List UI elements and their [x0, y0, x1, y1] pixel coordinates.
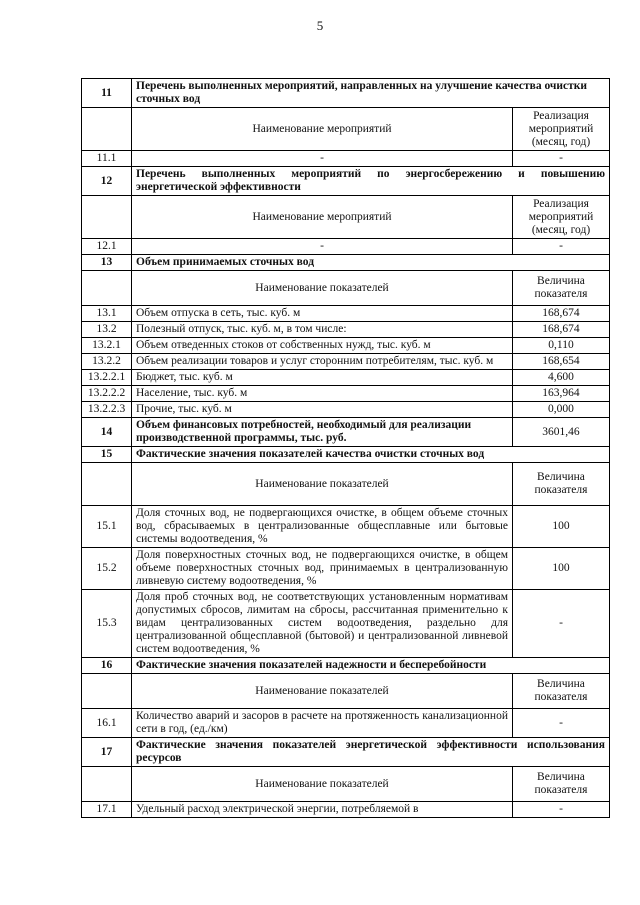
column-header-row — [82, 271, 610, 306]
table-row — [82, 338, 610, 354]
row-number: 15.3 — [82, 590, 132, 658]
row-name: Доля поверхностных сточных вод, не подвергающихся очистке, в общем объеме поверхностных сточных вод, принимаемых в централизованную ливневую систему водоотведения, % — [132, 548, 513, 590]
row-value: 0,110 — [512, 338, 609, 354]
table-row — [82, 306, 610, 322]
section-number: 17 — [82, 738, 132, 767]
row-number: 13.2.2.1 — [82, 370, 132, 386]
row-name: - — [132, 151, 513, 167]
row-name: Объем реализации товаров и услуг сторонним потребителям, тыс. куб. м — [132, 354, 513, 370]
section-title: Перечень выполненных мероприятий по энергосбережению и повышению энергетической эффективности — [132, 167, 610, 196]
row-value: 100 — [512, 548, 609, 590]
row-number: 15.1 — [82, 506, 132, 548]
table-row — [82, 590, 610, 658]
column-header-value: Реализация мероприятий (месяц, год) — [512, 196, 609, 239]
table-row — [82, 506, 610, 548]
table-row — [82, 802, 610, 818]
table-row — [82, 239, 610, 255]
row-value: 163,964 — [512, 386, 609, 402]
row-number: 17.1 — [82, 802, 132, 818]
column-header-row — [82, 767, 610, 802]
section-title: Фактические значения показателей качества очистки сточных вод — [132, 447, 610, 463]
row-value: - — [512, 151, 609, 167]
empty-cell — [82, 108, 132, 151]
table-row — [82, 354, 610, 370]
column-header-value: Величина показателя — [512, 463, 609, 506]
row-name: Доля проб сточных вод, не соответствующих установленным нормативам допустимых сбросов, лимитам на сбросы, рассчитанная применительно к видам централизованных систем водоотведения, раздельно для централизованной общесплавной (бытовой) и централизованной ливневой систем водоотведения, % — [132, 590, 513, 658]
page-number: 5 — [316, 18, 324, 33]
row-value: - — [512, 802, 609, 818]
table-row — [82, 386, 610, 402]
table-row — [82, 402, 610, 418]
section-header-11 — [82, 79, 610, 108]
empty-cell — [82, 196, 132, 239]
column-header-name: Наименование мероприятий — [132, 108, 513, 151]
empty-cell — [82, 767, 132, 802]
row-name: Доля сточных вод, не подвергающихся очистке, в общем объеме сточных вод, сбрасываемых в централизованные общесплавные или бытовые системы водоотведения, % — [132, 506, 513, 548]
section-header-14 — [82, 418, 610, 447]
row-name: - — [132, 239, 513, 255]
row-value: - — [512, 239, 609, 255]
row-number: 13.2 — [82, 322, 132, 338]
row-number: 13.2.1 — [82, 338, 132, 354]
section-header-15 — [82, 447, 610, 463]
row-number: 13.1 — [82, 306, 132, 322]
row-value: 4,600 — [512, 370, 609, 386]
table-row — [82, 370, 610, 386]
row-name: Население, тыс. куб. м — [132, 386, 513, 402]
row-name: Объем отведенных стоков от собственных нужд, тыс. куб. м — [132, 338, 513, 354]
column-header-row — [82, 463, 610, 506]
row-number: 16.1 — [82, 709, 132, 738]
report-table — [81, 78, 610, 818]
row-number: 13.2.2 — [82, 354, 132, 370]
column-header-row — [82, 108, 610, 151]
table-row — [82, 322, 610, 338]
column-header-value: Величина показателя — [512, 271, 609, 306]
row-name: Бюджет, тыс. куб. м — [132, 370, 513, 386]
section-header-16 — [82, 658, 610, 674]
row-number: 13.2.2.3 — [82, 402, 132, 418]
column-header-value: Реализация мероприятий (месяц, год) — [512, 108, 609, 151]
section-number: 15 — [82, 447, 132, 463]
empty-cell — [82, 271, 132, 306]
row-number: 11.1 — [82, 151, 132, 167]
row-name: Удельный расход электрической энергии, потребляемой в — [132, 802, 513, 818]
row-value: - — [512, 709, 609, 738]
section-number: 16 — [82, 658, 132, 674]
section-header-17 — [82, 738, 610, 767]
row-number: 12.1 — [82, 239, 132, 255]
row-name: Прочие, тыс. куб. м — [132, 402, 513, 418]
row-value: 168,674 — [512, 306, 609, 322]
row-value: 100 — [512, 506, 609, 548]
row-value: - — [512, 590, 609, 658]
section-number: 13 — [82, 255, 132, 271]
column-header-name: Наименование показателей — [132, 463, 513, 506]
row-number: 15.2 — [82, 548, 132, 590]
empty-cell — [82, 463, 132, 506]
row-number: 13.2.2.2 — [82, 386, 132, 402]
row-value: 3601,46 — [512, 418, 609, 447]
section-title: Фактические значения показателей надежности и бесперебойности — [132, 658, 610, 674]
section-title: Объем принимаемых сточных вод — [132, 255, 610, 271]
section-header-13 — [82, 255, 610, 271]
column-header-value: Величина показателя — [512, 674, 609, 709]
row-value: 0,000 — [512, 402, 609, 418]
section-title: Перечень выполненных мероприятий, направленных на улучшение качества очистки сточных вод — [132, 79, 610, 108]
row-name: Полезный отпуск, тыс. куб. м, в том числе: — [132, 322, 513, 338]
section-number: 11 — [82, 79, 132, 108]
column-header-name: Наименование показателей — [132, 674, 513, 709]
section-number: 12 — [82, 167, 132, 196]
section-header-12 — [82, 167, 610, 196]
column-header-name: Наименование показателей — [132, 271, 513, 306]
table-row — [82, 151, 610, 167]
section-title: Объем финансовых потребностей, необходимый для реализации производственной программы, тыс. руб. — [132, 418, 513, 447]
table-row — [82, 548, 610, 590]
row-value: 168,674 — [512, 322, 609, 338]
column-header-value: Величина показателя — [512, 767, 609, 802]
row-value: 168,654 — [512, 354, 609, 370]
section-title: Фактические значения показателей энергетической эффективности использования ресурсов — [132, 738, 610, 767]
column-header-name: Наименование мероприятий — [132, 196, 513, 239]
section-number: 14 — [82, 418, 132, 447]
row-name: Объем отпуска в сеть, тыс. куб. м — [132, 306, 513, 322]
column-header-row — [82, 196, 610, 239]
empty-cell — [82, 674, 132, 709]
row-name: Количество аварий и засоров в расчете на протяженность канализационной сети в год, (ед./км) — [132, 709, 513, 738]
column-header-row — [82, 674, 610, 709]
table-row — [82, 709, 610, 738]
column-header-name: Наименование показателей — [132, 767, 513, 802]
